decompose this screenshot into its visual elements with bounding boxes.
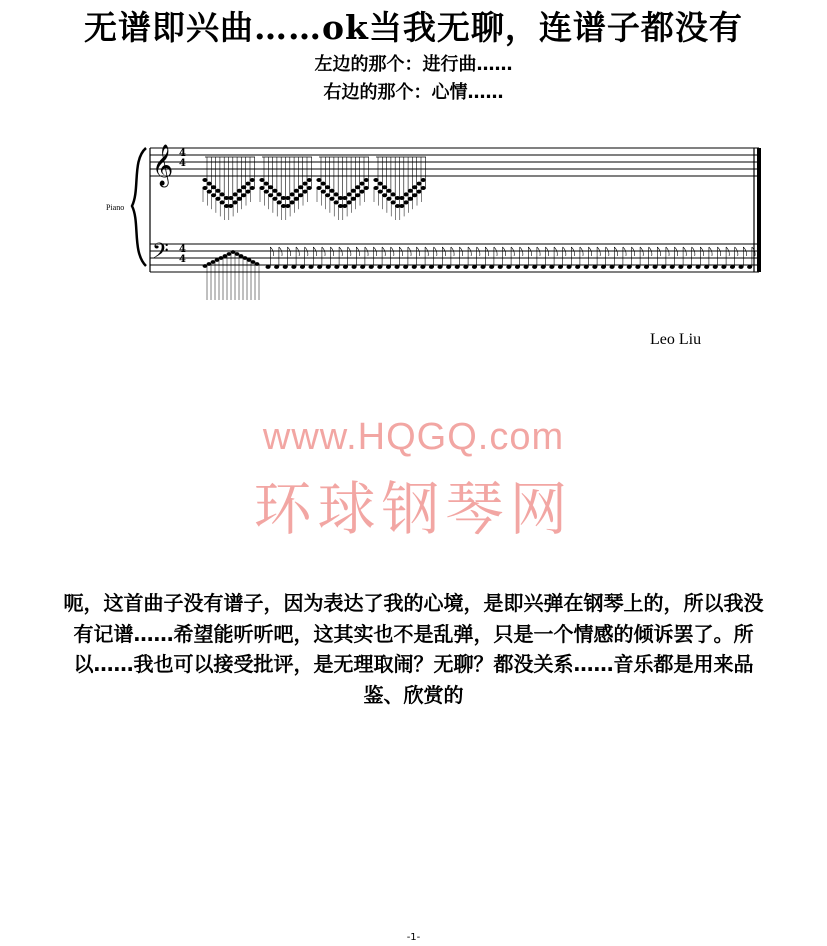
note-head xyxy=(730,265,735,269)
note-head xyxy=(321,182,326,186)
note-flag xyxy=(589,247,592,256)
note-flag xyxy=(477,247,480,256)
note-flag xyxy=(494,247,497,256)
note-head xyxy=(285,196,290,200)
note-flag xyxy=(434,247,437,256)
note-flag xyxy=(554,247,557,256)
time-signature-treble-top: 4 xyxy=(179,148,186,159)
subtitle-left: 左边的那个：进行曲…… xyxy=(314,54,513,75)
note-head xyxy=(386,265,391,269)
note-flag xyxy=(735,247,738,256)
note-head xyxy=(747,265,752,269)
note-flag xyxy=(270,247,273,256)
note-head xyxy=(446,265,451,269)
note-flag xyxy=(675,247,678,256)
note-flag xyxy=(511,247,514,256)
note-flag xyxy=(718,247,721,256)
note-head xyxy=(515,265,520,269)
note-head xyxy=(558,265,563,269)
note-flag xyxy=(417,247,420,256)
note-head xyxy=(291,265,296,269)
note-head xyxy=(243,256,248,260)
note-head xyxy=(228,196,233,200)
note-head xyxy=(352,265,357,269)
note-flag xyxy=(451,247,454,256)
note-flag xyxy=(365,247,368,256)
note-flag xyxy=(623,247,626,256)
note-head xyxy=(351,189,356,193)
note-head xyxy=(627,265,632,269)
note-flag xyxy=(442,247,445,256)
note-head xyxy=(541,265,546,269)
note-head xyxy=(412,265,417,269)
note-head xyxy=(274,265,279,269)
note-head xyxy=(661,265,666,269)
note-head xyxy=(316,178,321,182)
note-head xyxy=(334,265,339,269)
note-head xyxy=(635,265,640,269)
note-flag xyxy=(503,247,506,256)
note-flag xyxy=(580,247,583,256)
note-head xyxy=(618,265,623,269)
note-head xyxy=(326,265,331,269)
note-head xyxy=(215,189,220,193)
note-flag xyxy=(485,247,488,256)
note-flag xyxy=(425,247,428,256)
note-head xyxy=(255,262,260,266)
bass-clef: 𝄢 xyxy=(152,239,169,269)
note-head xyxy=(420,265,425,269)
watermark-url: www.HQGQ.com xyxy=(262,416,565,458)
note-flag xyxy=(399,247,402,256)
note-head xyxy=(302,182,307,186)
note-head xyxy=(237,189,242,193)
note-head xyxy=(264,182,269,186)
note-head xyxy=(377,265,382,269)
note-head xyxy=(438,265,443,269)
note-flag xyxy=(666,247,669,256)
note-flag xyxy=(640,247,643,256)
note-flag xyxy=(356,247,359,256)
note-head xyxy=(408,189,413,193)
note-flag xyxy=(571,247,574,256)
note-head xyxy=(653,265,658,269)
note-flag xyxy=(743,247,746,256)
note-flag xyxy=(657,247,660,256)
note-head xyxy=(211,185,216,189)
note-head xyxy=(334,192,339,196)
note-flag xyxy=(649,247,652,256)
note-head xyxy=(211,260,216,264)
note-head xyxy=(277,192,282,196)
note-head xyxy=(382,185,387,189)
time-signature-treble-bottom: 4 xyxy=(179,158,186,169)
note-head xyxy=(233,192,238,196)
note-flag xyxy=(726,247,729,256)
note-head xyxy=(247,258,252,262)
note-head xyxy=(307,178,312,182)
note-head xyxy=(207,262,212,266)
note-head xyxy=(317,265,322,269)
note-head xyxy=(250,178,255,182)
note-flag xyxy=(563,247,566,256)
note-head xyxy=(429,265,434,269)
note-flag xyxy=(460,247,463,256)
note-head xyxy=(481,265,486,269)
note-head xyxy=(235,252,240,256)
note-head xyxy=(298,185,303,189)
note-head xyxy=(359,182,364,186)
note-flag xyxy=(374,247,377,256)
instrument-label: Piano xyxy=(106,203,125,212)
note-head xyxy=(644,265,649,269)
treble-clef: 𝄞 xyxy=(152,145,174,186)
note-head xyxy=(325,185,330,189)
note-flag xyxy=(313,247,316,256)
note-head xyxy=(678,265,683,269)
note-head xyxy=(227,252,232,256)
note-head xyxy=(220,192,225,196)
note-head xyxy=(404,192,409,196)
note-head xyxy=(290,192,295,196)
note-head xyxy=(472,265,477,269)
note-head xyxy=(584,265,589,269)
note-head xyxy=(245,182,250,186)
note-head xyxy=(266,265,271,269)
note-head xyxy=(355,185,360,189)
note-head xyxy=(412,185,417,189)
note-head xyxy=(202,178,207,182)
note-head xyxy=(601,265,606,269)
note-head xyxy=(739,265,744,269)
note-flag xyxy=(537,247,540,256)
note-head xyxy=(215,258,220,262)
note-flag xyxy=(614,247,617,256)
time-signature-bass-top: 4 xyxy=(179,244,186,255)
note-head xyxy=(506,265,511,269)
notes xyxy=(202,157,755,300)
note-head xyxy=(399,196,404,200)
note-head xyxy=(373,178,378,182)
note-head xyxy=(498,265,503,269)
page-title: 无谱即兴曲……ok当我无聊，连谱子都没有 xyxy=(84,8,743,47)
note-head xyxy=(386,189,391,193)
note-flag xyxy=(305,247,308,256)
note-head xyxy=(455,265,460,269)
note-head xyxy=(567,265,572,269)
note-flag xyxy=(382,247,385,256)
note-head xyxy=(696,265,701,269)
note-head xyxy=(713,265,718,269)
note-flag xyxy=(528,247,531,256)
note-head xyxy=(203,264,208,268)
note-head xyxy=(294,189,299,193)
time-signature-bass-bottom: 4 xyxy=(179,254,186,265)
note-head xyxy=(239,254,244,258)
note-head xyxy=(395,265,400,269)
note-head xyxy=(524,265,529,269)
watermark-site-name: 环球钢琴网 xyxy=(253,475,574,543)
note-head xyxy=(549,265,554,269)
note-flag xyxy=(322,247,325,256)
grand-staff-brace xyxy=(132,148,146,266)
subtitle-right: 右边的那个：心情…… xyxy=(323,82,504,103)
note-head xyxy=(360,265,365,269)
body-paragraph: 呃，这首曲子没有谱子，因为表达了我的心境，是即兴弹在钢琴上的，所以我没有记谱……希望能听听吧，这其实也不是乱弹，只是一个情感的倾诉罢了。所以……我也可以接受批评，是无理取闹？无聊？都没关系……音乐都是用来品鉴、欣赏的 xyxy=(63,591,764,707)
note-head xyxy=(416,182,421,186)
note-head xyxy=(421,178,426,182)
note-head xyxy=(463,265,468,269)
note-head xyxy=(283,265,288,269)
note-flag xyxy=(692,247,695,256)
note-head xyxy=(489,265,494,269)
note-flag xyxy=(339,247,342,256)
note-head xyxy=(259,178,264,182)
note-head xyxy=(223,254,228,258)
note-head xyxy=(241,185,246,189)
composer-name: Leo Liu xyxy=(650,331,702,348)
note-flag xyxy=(348,247,351,256)
note-head xyxy=(268,185,273,189)
note-head xyxy=(378,182,383,186)
note-flag xyxy=(606,247,609,256)
note-head xyxy=(687,265,692,269)
note-flag xyxy=(632,247,635,256)
note-head xyxy=(342,196,347,200)
note-head xyxy=(231,250,236,254)
note-head xyxy=(532,265,537,269)
note-head xyxy=(364,178,369,182)
note-flag xyxy=(408,247,411,256)
note-flag xyxy=(546,247,549,256)
note-flag xyxy=(709,247,712,256)
note-head xyxy=(343,265,348,269)
page-number: -1- xyxy=(406,932,421,943)
note-head xyxy=(704,265,709,269)
note-head xyxy=(721,265,726,269)
note-flag xyxy=(288,247,291,256)
note-head xyxy=(347,192,352,196)
note-flag xyxy=(468,247,471,256)
note-flag xyxy=(597,247,600,256)
note-flag xyxy=(279,247,282,256)
note-flag xyxy=(296,247,299,256)
note-head xyxy=(575,265,580,269)
note-head xyxy=(592,265,597,269)
note-head xyxy=(670,265,675,269)
note-head xyxy=(207,182,212,186)
note-head xyxy=(219,256,224,260)
note-head xyxy=(251,260,256,264)
note-flag xyxy=(683,247,686,256)
note-flag xyxy=(520,247,523,256)
note-head xyxy=(329,189,334,193)
note-head xyxy=(610,265,615,269)
note-head xyxy=(309,265,314,269)
note-head xyxy=(403,265,408,269)
note-flag xyxy=(331,247,334,256)
note-head xyxy=(272,189,277,193)
note-head xyxy=(369,265,374,269)
note-head xyxy=(300,265,305,269)
note-flag xyxy=(700,247,703,256)
note-head xyxy=(391,192,396,196)
music-score xyxy=(0,0,827,330)
note-flag xyxy=(391,247,394,256)
